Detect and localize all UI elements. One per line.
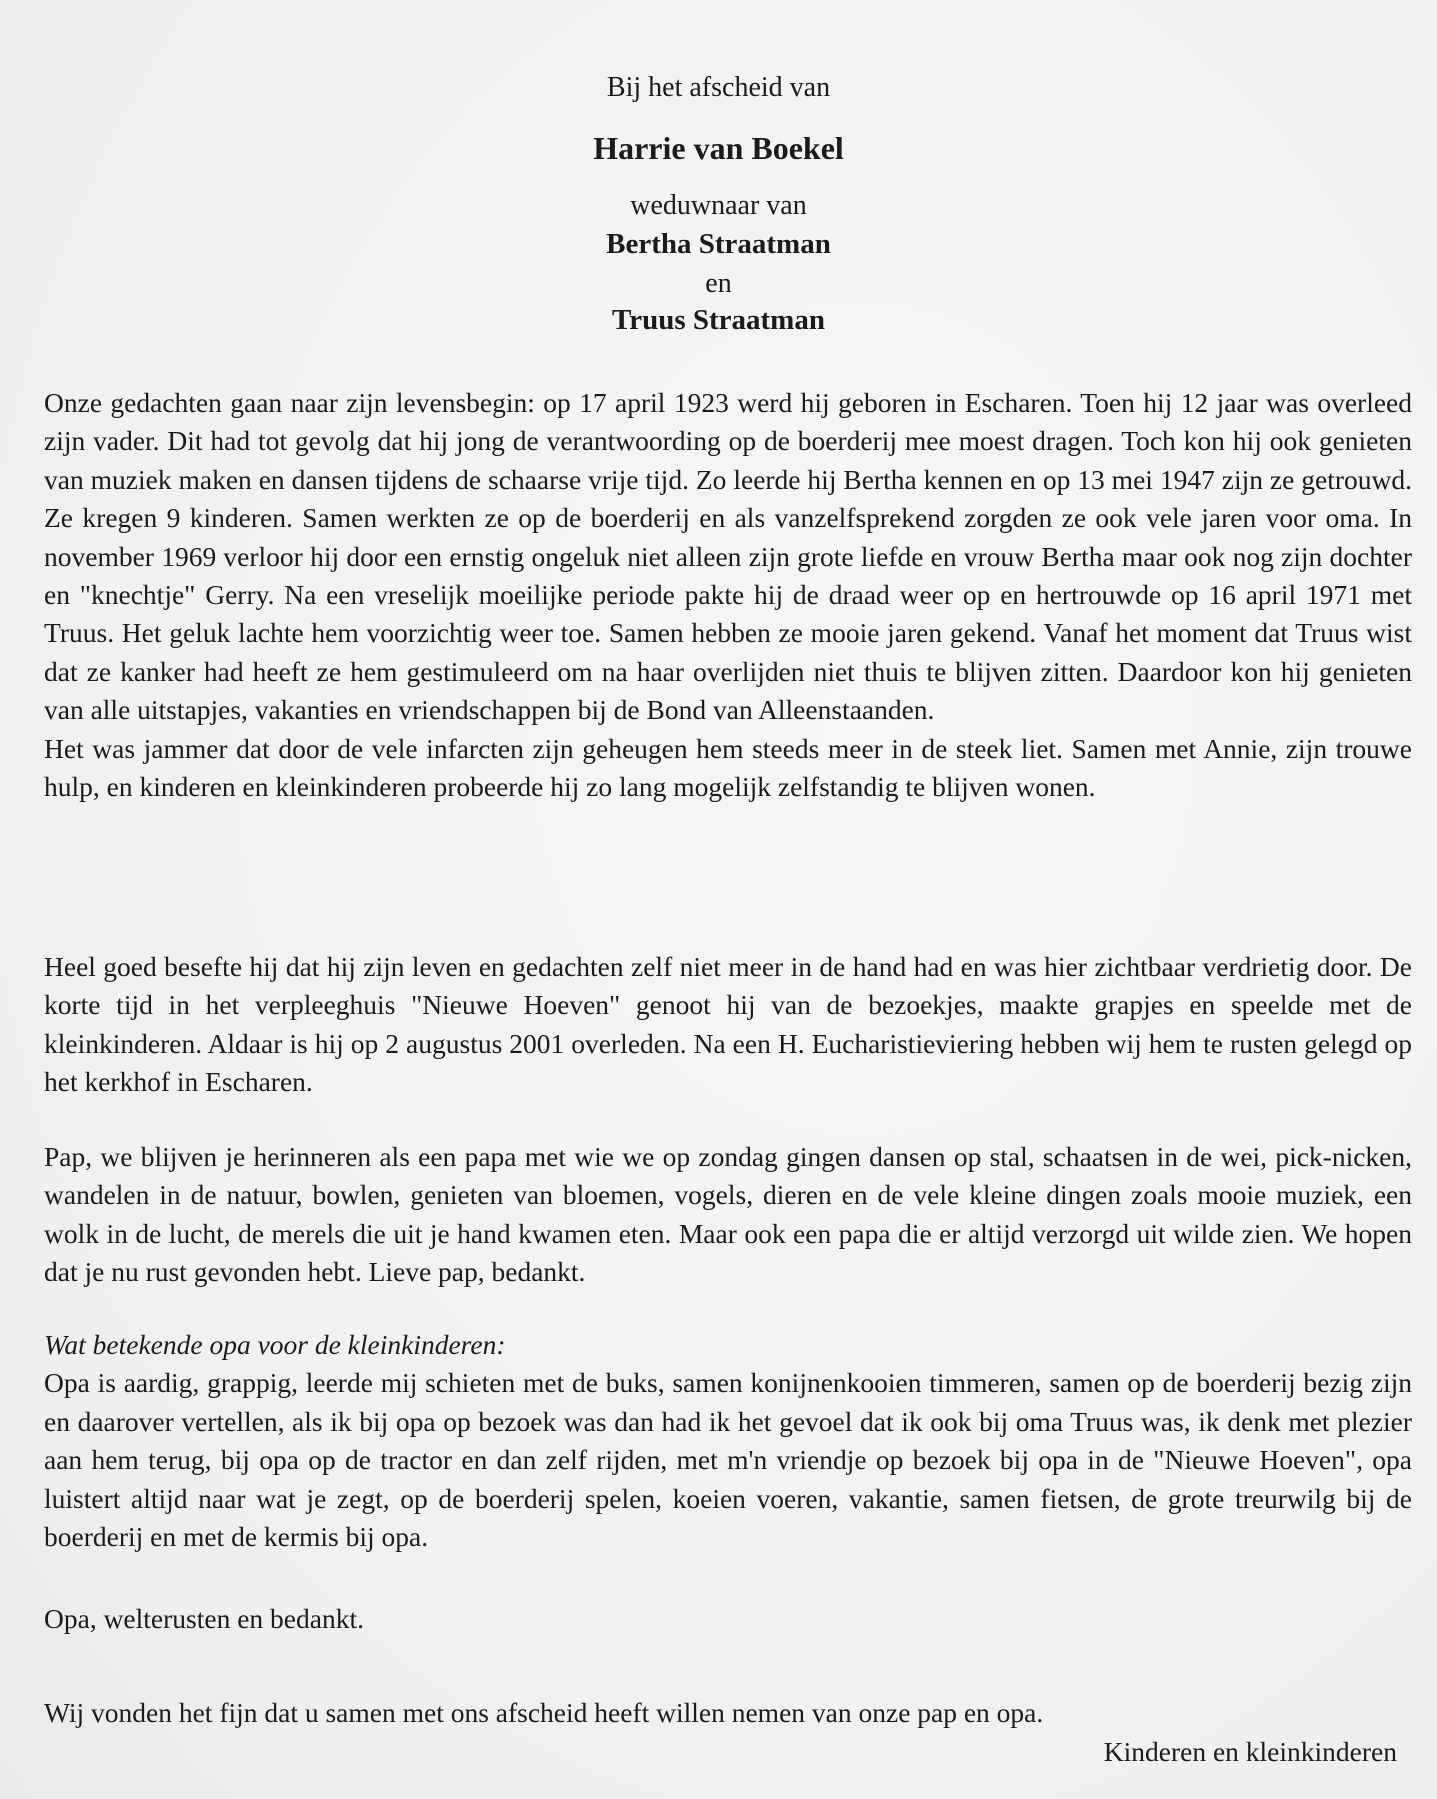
paragraph-grandchildren: Opa is aardig, grappig, leerde mij schieten met de buks, samen konijnenkooien timmeren, samen op de boerderij bezig zijn en daarover vertellen, als ik bij opa op bezoek was dan had ik het gevoel dat ik ook bij oma Truus was, ik denk met plezier aan hem terug, bij opa op de tractor en dan zelf rijden, met m'n vriendje op bezoek bij opa in de "Nieuwe Hoeven", opa luistert altijd naar wat je zegt, op de boerderij spelen, koeien voeren, vakantie, samen fietsen, de grote treurwilg bij de boerderij en met de kermis bij opa.: [44, 1367, 1412, 1553]
spouse-name-2: Truus Straatman: [612, 304, 825, 336]
memories-block: [44, 1138, 1412, 1292]
farewell-block: [44, 1600, 1412, 1638]
final-years-block: [44, 948, 1412, 1102]
grandchildren-heading: Wat betekende opa voor de kleinkinderen:: [44, 1329, 506, 1360]
life-story-block: [44, 384, 1412, 806]
signature: Kinderen en kleinkinderen: [1103, 1736, 1397, 1767]
paragraph-memories: Pap, we blijven je herinneren als een papa met wie we op zondag gingen dansen op stal, schaatsen in de wei, pick-nicken, wandelen in de natuur, bowlen, genieten van bloemen, vogels, dieren en de vele kleine dingen zoals mooie muziek, een wolk in de lucht, de merels die uit je hand kwamen eten. Maar ook een papa die er altijd verzorgd uit wilde zien. We hopen dat je nu rust gevonden hebt. Lieve pap, bedankt.: [44, 1141, 1412, 1288]
grandchildren-block: [44, 1326, 1412, 1556]
spouse-name-1: Bertha Straatman: [606, 228, 831, 260]
paragraph-life-story: Onze gedachten gaan naar zijn levensbegin: op 17 april 1923 werd hij geboren in Escharen. Toen hij 12 jaar was overleed zijn vader. Dit had tot gevolg dat hij jong de verantwoording op de boerderij mee moest dragen. Toch kon hij ook genieten van muziek maken en dansen tijdens de schaarse vrije tijd. Zo leerde hij Bertha kennen en op 13 mei 1947 zijn ze getrouwd. Ze kregen 9 kinderen. Samen werkten ze op de boerderij en als vanzelfsprekend zorgden ze ook vele jaren voor oma. In november 1969 verloor hij door een ernstig ongeluk niet alleen zijn grote liefde en vrouw Bertha maar ook nog zijn dochter en "knechtje" Gerry. Na een vreselijk moeilijke periode pakte hij de draad weer op en hertrouwde op 16 april 1971 met Truus. Het geluk lachte hem voorzichtig weer toe. Samen hebben ze mooie jaren gekend. Vanaf het moment dat Truus wist dat ze kanker had heeft ze hem gestimuleerd om na haar overlijden niet thuis te blijven zitten. Daardoor kon hij genieten van alle uitstapjes, vakanties en vriendschappen bij de Bond van Alleenstaanden.: [44, 387, 1412, 726]
paragraph-final-years: Heel goed besefte hij dat hij zijn leven en gedachten zelf niet meer in de hand had en was hier zichtbaar verdrietig door. De korte tijd in het verpleeghuis "Nieuwe Hoeven" genoot hij van de bezoekjes, maakte grapjes en speelde met de kleinkinderen. Aldaar is hij op 2 augustus 2001 overleden. Na een H. Eucharistieviering hebben wij hem te rusten gelegd op het kerkhof in Escharen.: [44, 951, 1412, 1098]
paragraph-memory-loss: Het was jammer dat door de vele infarcten zijn geheugen hem steeds meer in de steek liet. Samen met Annie, zijn trouwe hulp, en kinderen en kleinkinderen probeerde hij zo lang mogelijk zelfstandig te blijven wonen.: [44, 732, 1412, 803]
deceased-name: Harrie van Boekel: [593, 130, 844, 166]
paragraph-farewell: Opa, welterusten en bedankt.: [44, 1603, 364, 1634]
intro-line: Bij het afscheid van: [606, 72, 831, 103]
widower-of-line: weduwnaar van: [630, 190, 807, 221]
and-line: en: [705, 268, 732, 299]
paragraph-thanks: Wij vonden het fijn dat u samen met ons afscheid heeft willen nemen van onze pap en opa.: [44, 1697, 1044, 1728]
thanks-block: [44, 1694, 1412, 1732]
